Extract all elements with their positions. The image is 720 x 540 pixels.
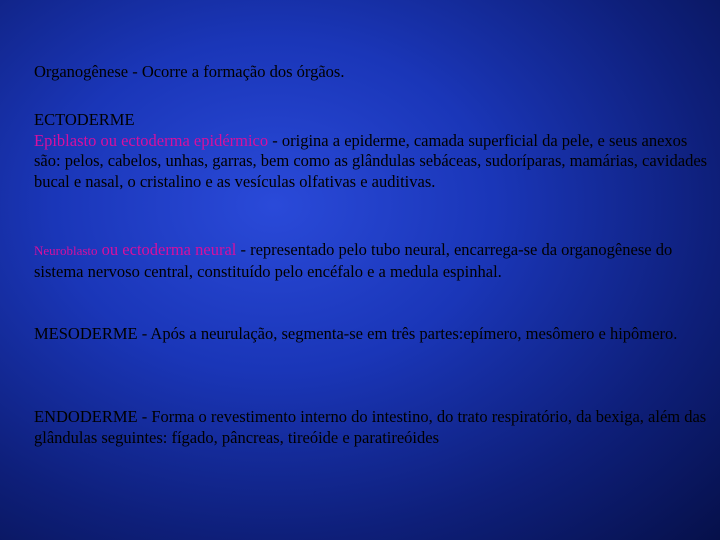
ectoderme-heading: ECTODERME bbox=[34, 110, 135, 129]
endoderme-text: - Forma o revestimento interno do intestino, do trato respiratório, da bexiga, além das glândulas seguintes: fígado, pâncreas, tireóide e paratireóides bbox=[34, 407, 707, 447]
intro-paragraph bbox=[34, 62, 714, 83]
organogenese-term: Organogênese bbox=[34, 62, 129, 81]
slide bbox=[34, 0, 714, 540]
intro-text: - Ocorre a formação dos órgãos. bbox=[128, 62, 345, 81]
neuroblast-term: Neuroblasto bbox=[34, 243, 98, 258]
neuroblast-paragraph bbox=[34, 240, 714, 282]
mesoderme-text: - Após a neurulação, segmenta-se em três partes:epímero, mesômero e hipômero. bbox=[137, 324, 678, 343]
endoderme-paragraph bbox=[34, 407, 714, 448]
neuroblast-text: - representado pelo tubo neural, encarrega-se da organogênese do sistema nervoso central, constituído pelo encéfalo e a medula espinhal. bbox=[34, 240, 673, 281]
mesoderme-heading: MESODERME bbox=[34, 324, 138, 343]
neural-ectoderm-term: ou ectoderma neural bbox=[97, 240, 237, 259]
ectoderme-paragraph bbox=[34, 110, 714, 192]
mesoderme-paragraph bbox=[34, 324, 714, 345]
endoderme-heading: ENDODERME bbox=[34, 407, 138, 426]
epiblast-term: Epiblasto ou ectoderma epidérmico bbox=[34, 130, 269, 150]
epiblast-text: - origina a epiderme, camada superficial da pele, e seus anexos são: pelos, cabelos, unhas, garras, bem como as glândulas sebáceas, sudoríparas, mamárias, cavidades bucal e nasal, o cristalino e as vesículas olfativas e auditivas. bbox=[34, 130, 708, 191]
